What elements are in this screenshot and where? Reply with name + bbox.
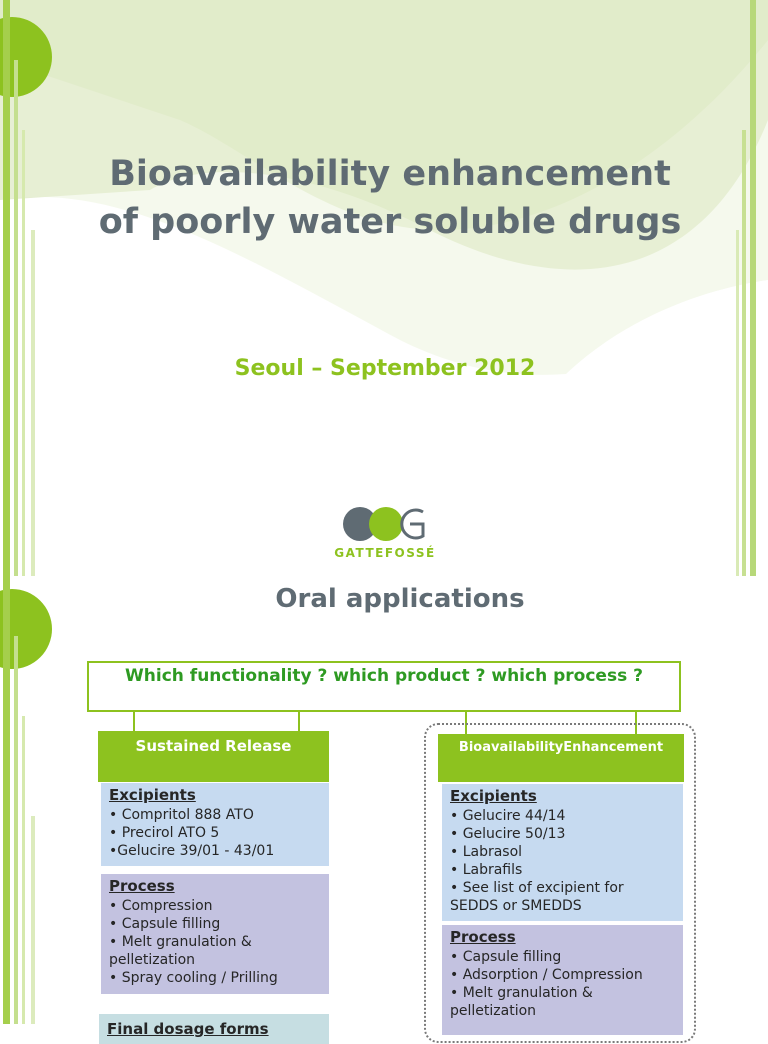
sustained-final-card: [99, 1014, 329, 1044]
list-item: • Capsule filling: [450, 949, 562, 965]
process-heading: Process: [450, 928, 516, 946]
list-item: •Gelucire 39/01 - 43/01: [109, 843, 275, 859]
title-line-2: of poorly water soluble drugs: [98, 202, 682, 242]
slide-oral-applications: [0, 576, 768, 1038]
question-text: Which functionality ? which product ? which process ?: [125, 666, 643, 686]
list-item: • Labrafils: [450, 862, 523, 878]
bioavailability-excipients-card: [442, 784, 683, 921]
connector-line: [133, 712, 135, 732]
list-item: • Compression: [109, 898, 213, 914]
list-item: • Gelucire 50/13: [450, 826, 566, 842]
list-item: • Precirol ATO 5: [109, 825, 220, 841]
title-line-1: Bioavailability enhancement: [109, 154, 671, 194]
excipients-heading: Excipients: [109, 786, 196, 804]
list-item: • Gelucire 44/14: [450, 808, 566, 824]
list-item: • Melt granulation & pelletization: [450, 985, 593, 1019]
excipients-heading: Excipients: [450, 787, 537, 805]
sustained-process-card: [101, 874, 329, 994]
list-item: • Adsorption / Compression: [450, 967, 643, 983]
gattefosse-logo: [330, 502, 440, 546]
slide2-title: Oral applications: [275, 584, 525, 614]
list-item: • See list of excipient for SEDDS or SMEDDS: [450, 880, 624, 914]
connector-line: [298, 712, 300, 732]
list-item: • Spray cooling / Prilling: [109, 970, 278, 986]
bioavailability-header: BioavailabilityEnhancement: [438, 734, 684, 782]
subtitle: Seoul – September 2012: [234, 356, 536, 381]
list-item: • Melt granulation & pelletization: [109, 934, 252, 968]
process-heading: Process: [109, 877, 175, 895]
final-dosage-heading: Final dosage forms: [107, 1020, 269, 1038]
list-item: • Capsule filling: [109, 916, 221, 932]
question-box: [87, 661, 681, 712]
list-item: • Compritol 888 ATO: [109, 807, 254, 823]
sustained-excipients-card: [101, 783, 329, 866]
sustained-release-header: Sustained Release: [98, 731, 329, 782]
list-item: • Labrasol: [450, 844, 523, 860]
presentation-title: [60, 150, 720, 246]
bioavailability-process-card: [442, 925, 683, 1035]
logo-wordmark: GATTEFOSSÉ: [334, 546, 436, 560]
